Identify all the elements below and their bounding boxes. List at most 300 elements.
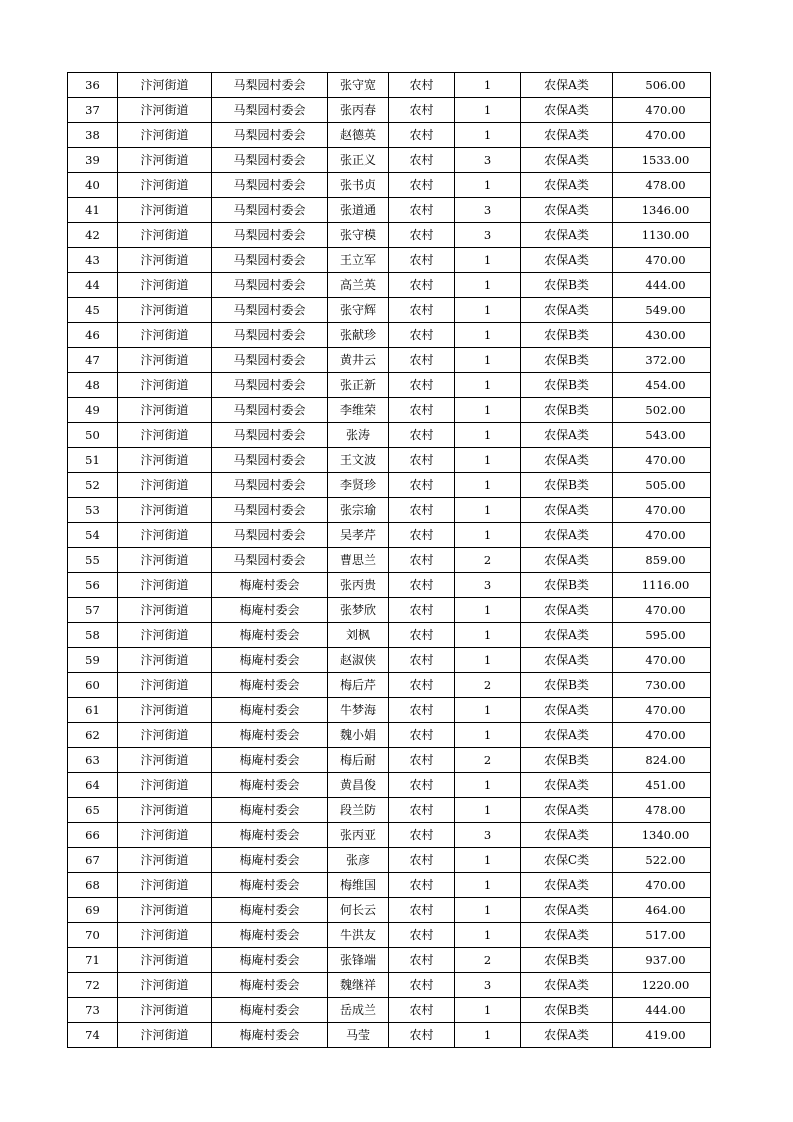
cell-row-number: 59 bbox=[68, 648, 118, 673]
cell-village-committee: 梅庵村委会 bbox=[212, 648, 328, 673]
cell-recipient-name: 张丙亚 bbox=[328, 823, 389, 848]
cell-row-number: 72 bbox=[68, 973, 118, 998]
cell-household-size: 1 bbox=[455, 423, 521, 448]
cell-insurance-category: 农保A类 bbox=[521, 448, 613, 473]
cell-area-type: 农村 bbox=[389, 498, 455, 523]
cell-village-committee: 马梨园村委会 bbox=[212, 173, 328, 198]
cell-area-type: 农村 bbox=[389, 923, 455, 948]
cell-household-size: 1 bbox=[455, 473, 521, 498]
cell-insurance-category: 农保B类 bbox=[521, 573, 613, 598]
cell-area-type: 农村 bbox=[389, 698, 455, 723]
table-row bbox=[68, 348, 711, 373]
cell-insurance-category: 农保A类 bbox=[521, 823, 613, 848]
cell-recipient-name: 张正义 bbox=[328, 148, 389, 173]
cell-amount: 444.00 bbox=[613, 998, 711, 1023]
cell-insurance-category: 农保A类 bbox=[521, 1023, 613, 1048]
cell-amount: 549.00 bbox=[613, 298, 711, 323]
table-row bbox=[68, 98, 711, 123]
cell-village-committee: 马梨园村委会 bbox=[212, 323, 328, 348]
cell-insurance-category: 农保A类 bbox=[521, 148, 613, 173]
cell-insurance-category: 农保B类 bbox=[521, 323, 613, 348]
cell-street: 汴河街道 bbox=[118, 198, 212, 223]
cell-insurance-category: 农保B类 bbox=[521, 398, 613, 423]
cell-street: 汴河街道 bbox=[118, 273, 212, 298]
cell-area-type: 农村 bbox=[389, 973, 455, 998]
cell-recipient-name: 梅后耐 bbox=[328, 748, 389, 773]
cell-street: 汴河街道 bbox=[118, 823, 212, 848]
cell-recipient-name: 赵淑侠 bbox=[328, 648, 389, 673]
cell-recipient-name: 张梦欣 bbox=[328, 598, 389, 623]
cell-amount: 506.00 bbox=[613, 73, 711, 98]
cell-area-type: 农村 bbox=[389, 548, 455, 573]
cell-row-number: 68 bbox=[68, 873, 118, 898]
cell-village-committee: 梅庵村委会 bbox=[212, 748, 328, 773]
cell-recipient-name: 岳成兰 bbox=[328, 998, 389, 1023]
cell-street: 汴河街道 bbox=[118, 698, 212, 723]
table-row bbox=[68, 823, 711, 848]
cell-recipient-name: 段兰防 bbox=[328, 798, 389, 823]
cell-household-size: 1 bbox=[455, 798, 521, 823]
cell-recipient-name: 张锋端 bbox=[328, 948, 389, 973]
cell-village-committee: 梅庵村委会 bbox=[212, 848, 328, 873]
table-row bbox=[68, 523, 711, 548]
table-row bbox=[68, 473, 711, 498]
cell-street: 汴河街道 bbox=[118, 123, 212, 148]
cell-household-size: 1 bbox=[455, 648, 521, 673]
cell-village-committee: 梅庵村委会 bbox=[212, 773, 328, 798]
table-row bbox=[68, 123, 711, 148]
table-row bbox=[68, 748, 711, 773]
table-row bbox=[68, 373, 711, 398]
cell-row-number: 66 bbox=[68, 823, 118, 848]
cell-insurance-category: 农保A类 bbox=[521, 973, 613, 998]
cell-area-type: 农村 bbox=[389, 573, 455, 598]
cell-street: 汴河街道 bbox=[118, 673, 212, 698]
cell-amount: 517.00 bbox=[613, 923, 711, 948]
cell-row-number: 65 bbox=[68, 798, 118, 823]
cell-household-size: 1 bbox=[455, 923, 521, 948]
cell-amount: 470.00 bbox=[613, 873, 711, 898]
table-row bbox=[68, 298, 711, 323]
cell-street: 汴河街道 bbox=[118, 523, 212, 548]
cell-insurance-category: 农保A类 bbox=[521, 873, 613, 898]
cell-amount: 454.00 bbox=[613, 373, 711, 398]
cell-village-committee: 梅庵村委会 bbox=[212, 723, 328, 748]
cell-recipient-name: 魏小娟 bbox=[328, 723, 389, 748]
cell-street: 汴河街道 bbox=[118, 598, 212, 623]
cell-village-committee: 梅庵村委会 bbox=[212, 698, 328, 723]
cell-household-size: 1 bbox=[455, 273, 521, 298]
cell-street: 汴河街道 bbox=[118, 223, 212, 248]
cell-insurance-category: 农保A类 bbox=[521, 698, 613, 723]
cell-row-number: 67 bbox=[68, 848, 118, 873]
cell-area-type: 农村 bbox=[389, 198, 455, 223]
cell-amount: 464.00 bbox=[613, 898, 711, 923]
cell-street: 汴河街道 bbox=[118, 973, 212, 998]
cell-household-size: 3 bbox=[455, 198, 521, 223]
cell-amount: 470.00 bbox=[613, 648, 711, 673]
cell-recipient-name: 黄昌俊 bbox=[328, 773, 389, 798]
cell-area-type: 农村 bbox=[389, 448, 455, 473]
cell-insurance-category: 农保B类 bbox=[521, 998, 613, 1023]
cell-street: 汴河街道 bbox=[118, 73, 212, 98]
cell-insurance-category: 农保A类 bbox=[521, 898, 613, 923]
cell-household-size: 1 bbox=[455, 173, 521, 198]
cell-area-type: 农村 bbox=[389, 173, 455, 198]
cell-household-size: 1 bbox=[455, 523, 521, 548]
cell-amount: 1220.00 bbox=[613, 973, 711, 998]
cell-amount: 470.00 bbox=[613, 448, 711, 473]
cell-recipient-name: 张宗瑜 bbox=[328, 498, 389, 523]
cell-row-number: 44 bbox=[68, 273, 118, 298]
cell-area-type: 农村 bbox=[389, 223, 455, 248]
cell-amount: 937.00 bbox=[613, 948, 711, 973]
cell-insurance-category: 农保C类 bbox=[521, 848, 613, 873]
cell-village-committee: 马梨园村委会 bbox=[212, 448, 328, 473]
cell-household-size: 1 bbox=[455, 323, 521, 348]
cell-amount: 522.00 bbox=[613, 848, 711, 873]
cell-insurance-category: 农保A类 bbox=[521, 623, 613, 648]
cell-street: 汴河街道 bbox=[118, 248, 212, 273]
cell-row-number: 69 bbox=[68, 898, 118, 923]
cell-row-number: 57 bbox=[68, 598, 118, 623]
table-row bbox=[68, 898, 711, 923]
cell-amount: 1346.00 bbox=[613, 198, 711, 223]
cell-recipient-name: 张守宽 bbox=[328, 73, 389, 98]
cell-village-committee: 马梨园村委会 bbox=[212, 548, 328, 573]
cell-household-size: 1 bbox=[455, 773, 521, 798]
cell-street: 汴河街道 bbox=[118, 648, 212, 673]
cell-recipient-name: 李维荣 bbox=[328, 398, 389, 423]
cell-amount: 451.00 bbox=[613, 773, 711, 798]
cell-street: 汴河街道 bbox=[118, 848, 212, 873]
cell-village-committee: 马梨园村委会 bbox=[212, 248, 328, 273]
cell-area-type: 农村 bbox=[389, 848, 455, 873]
cell-recipient-name: 王立军 bbox=[328, 248, 389, 273]
cell-household-size: 1 bbox=[455, 398, 521, 423]
cell-household-size: 1 bbox=[455, 498, 521, 523]
cell-amount: 470.00 bbox=[613, 123, 711, 148]
cell-household-size: 3 bbox=[455, 823, 521, 848]
cell-row-number: 49 bbox=[68, 398, 118, 423]
cell-amount: 1533.00 bbox=[613, 148, 711, 173]
cell-village-committee: 梅庵村委会 bbox=[212, 948, 328, 973]
cell-household-size: 1 bbox=[455, 848, 521, 873]
benefit-table bbox=[67, 72, 711, 1048]
table-row bbox=[68, 673, 711, 698]
cell-household-size: 1 bbox=[455, 698, 521, 723]
cell-street: 汴河街道 bbox=[118, 148, 212, 173]
cell-street: 汴河街道 bbox=[118, 923, 212, 948]
cell-amount: 470.00 bbox=[613, 598, 711, 623]
table-row bbox=[68, 548, 711, 573]
cell-area-type: 农村 bbox=[389, 673, 455, 698]
cell-row-number: 55 bbox=[68, 548, 118, 573]
cell-row-number: 47 bbox=[68, 348, 118, 373]
table-row bbox=[68, 848, 711, 873]
cell-amount: 419.00 bbox=[613, 1023, 711, 1048]
cell-row-number: 53 bbox=[68, 498, 118, 523]
table-row bbox=[68, 773, 711, 798]
cell-street: 汴河街道 bbox=[118, 98, 212, 123]
cell-row-number: 48 bbox=[68, 373, 118, 398]
cell-amount: 372.00 bbox=[613, 348, 711, 373]
cell-recipient-name: 梅维国 bbox=[328, 873, 389, 898]
cell-street: 汴河街道 bbox=[118, 948, 212, 973]
cell-amount: 824.00 bbox=[613, 748, 711, 773]
cell-village-committee: 梅庵村委会 bbox=[212, 598, 328, 623]
cell-row-number: 45 bbox=[68, 298, 118, 323]
cell-village-committee: 梅庵村委会 bbox=[212, 623, 328, 648]
cell-amount: 444.00 bbox=[613, 273, 711, 298]
table-row bbox=[68, 448, 711, 473]
cell-row-number: 38 bbox=[68, 123, 118, 148]
cell-row-number: 63 bbox=[68, 748, 118, 773]
cell-recipient-name: 何长云 bbox=[328, 898, 389, 923]
table-row bbox=[68, 923, 711, 948]
table-row bbox=[68, 248, 711, 273]
cell-recipient-name: 牛梦海 bbox=[328, 698, 389, 723]
cell-area-type: 农村 bbox=[389, 373, 455, 398]
cell-area-type: 农村 bbox=[389, 798, 455, 823]
cell-village-committee: 梅庵村委会 bbox=[212, 923, 328, 948]
cell-village-committee: 马梨园村委会 bbox=[212, 398, 328, 423]
cell-area-type: 农村 bbox=[389, 473, 455, 498]
table-row bbox=[68, 573, 711, 598]
cell-row-number: 43 bbox=[68, 248, 118, 273]
cell-recipient-name: 黄井云 bbox=[328, 348, 389, 373]
cell-street: 汴河街道 bbox=[118, 423, 212, 448]
cell-street: 汴河街道 bbox=[118, 398, 212, 423]
cell-household-size: 2 bbox=[455, 673, 521, 698]
cell-area-type: 农村 bbox=[389, 73, 455, 98]
cell-village-committee: 马梨园村委会 bbox=[212, 98, 328, 123]
cell-area-type: 农村 bbox=[389, 423, 455, 448]
cell-amount: 859.00 bbox=[613, 548, 711, 573]
cell-village-committee: 马梨园村委会 bbox=[212, 473, 328, 498]
cell-household-size: 2 bbox=[455, 948, 521, 973]
cell-household-size: 1 bbox=[455, 598, 521, 623]
cell-insurance-category: 农保A类 bbox=[521, 548, 613, 573]
cell-area-type: 农村 bbox=[389, 598, 455, 623]
cell-insurance-category: 农保A类 bbox=[521, 73, 613, 98]
cell-household-size: 2 bbox=[455, 748, 521, 773]
table-row bbox=[68, 598, 711, 623]
cell-village-committee: 梅庵村委会 bbox=[212, 673, 328, 698]
table-row bbox=[68, 648, 711, 673]
cell-household-size: 3 bbox=[455, 973, 521, 998]
cell-village-committee: 马梨园村委会 bbox=[212, 298, 328, 323]
cell-amount: 478.00 bbox=[613, 173, 711, 198]
cell-area-type: 农村 bbox=[389, 748, 455, 773]
cell-village-committee: 马梨园村委会 bbox=[212, 373, 328, 398]
cell-amount: 543.00 bbox=[613, 423, 711, 448]
cell-household-size: 1 bbox=[455, 123, 521, 148]
cell-household-size: 1 bbox=[455, 73, 521, 98]
cell-amount: 595.00 bbox=[613, 623, 711, 648]
cell-amount: 470.00 bbox=[613, 98, 711, 123]
cell-area-type: 农村 bbox=[389, 273, 455, 298]
table-body bbox=[68, 73, 711, 1048]
cell-street: 汴河街道 bbox=[118, 548, 212, 573]
cell-street: 汴河街道 bbox=[118, 173, 212, 198]
cell-village-committee: 梅庵村委会 bbox=[212, 973, 328, 998]
cell-row-number: 42 bbox=[68, 223, 118, 248]
cell-insurance-category: 农保A类 bbox=[521, 423, 613, 448]
cell-row-number: 51 bbox=[68, 448, 118, 473]
cell-area-type: 农村 bbox=[389, 648, 455, 673]
cell-row-number: 36 bbox=[68, 73, 118, 98]
cell-area-type: 农村 bbox=[389, 148, 455, 173]
cell-insurance-category: 农保B类 bbox=[521, 273, 613, 298]
cell-area-type: 农村 bbox=[389, 398, 455, 423]
cell-recipient-name: 张彦 bbox=[328, 848, 389, 873]
table-row bbox=[68, 148, 711, 173]
cell-insurance-category: 农保A类 bbox=[521, 773, 613, 798]
cell-area-type: 农村 bbox=[389, 98, 455, 123]
cell-row-number: 52 bbox=[68, 473, 118, 498]
cell-insurance-category: 农保A类 bbox=[521, 173, 613, 198]
table-row bbox=[68, 198, 711, 223]
cell-household-size: 3 bbox=[455, 223, 521, 248]
cell-household-size: 1 bbox=[455, 623, 521, 648]
cell-insurance-category: 农保A类 bbox=[521, 198, 613, 223]
cell-amount: 1130.00 bbox=[613, 223, 711, 248]
cell-area-type: 农村 bbox=[389, 623, 455, 648]
cell-household-size: 1 bbox=[455, 1023, 521, 1048]
table-row bbox=[68, 1023, 711, 1048]
table-row bbox=[68, 173, 711, 198]
cell-village-committee: 梅庵村委会 bbox=[212, 898, 328, 923]
cell-village-committee: 梅庵村委会 bbox=[212, 823, 328, 848]
cell-area-type: 农村 bbox=[389, 298, 455, 323]
cell-row-number: 46 bbox=[68, 323, 118, 348]
cell-recipient-name: 张丙春 bbox=[328, 98, 389, 123]
cell-area-type: 农村 bbox=[389, 898, 455, 923]
table-row bbox=[68, 223, 711, 248]
cell-insurance-category: 农保A类 bbox=[521, 498, 613, 523]
cell-area-type: 农村 bbox=[389, 873, 455, 898]
cell-household-size: 1 bbox=[455, 248, 521, 273]
cell-insurance-category: 农保A类 bbox=[521, 598, 613, 623]
cell-row-number: 71 bbox=[68, 948, 118, 973]
cell-street: 汴河街道 bbox=[118, 798, 212, 823]
cell-row-number: 39 bbox=[68, 148, 118, 173]
cell-village-committee: 梅庵村委会 bbox=[212, 573, 328, 598]
cell-household-size: 1 bbox=[455, 348, 521, 373]
cell-insurance-category: 农保B类 bbox=[521, 373, 613, 398]
cell-street: 汴河街道 bbox=[118, 448, 212, 473]
cell-row-number: 41 bbox=[68, 198, 118, 223]
table-row bbox=[68, 873, 711, 898]
cell-row-number: 50 bbox=[68, 423, 118, 448]
cell-recipient-name: 牛洪友 bbox=[328, 923, 389, 948]
cell-insurance-category: 农保B类 bbox=[521, 473, 613, 498]
cell-household-size: 1 bbox=[455, 723, 521, 748]
table-row bbox=[68, 973, 711, 998]
cell-insurance-category: 农保A类 bbox=[521, 648, 613, 673]
cell-village-committee: 梅庵村委会 bbox=[212, 1023, 328, 1048]
cell-row-number: 64 bbox=[68, 773, 118, 798]
cell-village-committee: 梅庵村委会 bbox=[212, 798, 328, 823]
cell-street: 汴河街道 bbox=[118, 348, 212, 373]
cell-village-committee: 马梨园村委会 bbox=[212, 423, 328, 448]
table-row bbox=[68, 723, 711, 748]
cell-row-number: 58 bbox=[68, 623, 118, 648]
table-row bbox=[68, 73, 711, 98]
cell-street: 汴河街道 bbox=[118, 773, 212, 798]
cell-row-number: 37 bbox=[68, 98, 118, 123]
table-row bbox=[68, 698, 711, 723]
cell-street: 汴河街道 bbox=[118, 748, 212, 773]
cell-recipient-name: 张涛 bbox=[328, 423, 389, 448]
cell-village-committee: 马梨园村委会 bbox=[212, 123, 328, 148]
cell-insurance-category: 农保A类 bbox=[521, 798, 613, 823]
cell-row-number: 60 bbox=[68, 673, 118, 698]
cell-row-number: 73 bbox=[68, 998, 118, 1023]
cell-insurance-category: 农保A类 bbox=[521, 298, 613, 323]
cell-household-size: 1 bbox=[455, 298, 521, 323]
cell-row-number: 74 bbox=[68, 1023, 118, 1048]
cell-household-size: 1 bbox=[455, 898, 521, 923]
cell-recipient-name: 吴孝芹 bbox=[328, 523, 389, 548]
table-row bbox=[68, 948, 711, 973]
cell-area-type: 农村 bbox=[389, 123, 455, 148]
cell-amount: 470.00 bbox=[613, 698, 711, 723]
table-row bbox=[68, 998, 711, 1023]
cell-village-committee: 梅庵村委会 bbox=[212, 873, 328, 898]
cell-village-committee: 梅庵村委会 bbox=[212, 998, 328, 1023]
cell-row-number: 54 bbox=[68, 523, 118, 548]
cell-street: 汴河街道 bbox=[118, 998, 212, 1023]
cell-recipient-name: 曹思兰 bbox=[328, 548, 389, 573]
cell-village-committee: 马梨园村委会 bbox=[212, 223, 328, 248]
cell-recipient-name: 张守模 bbox=[328, 223, 389, 248]
cell-street: 汴河街道 bbox=[118, 573, 212, 598]
cell-area-type: 农村 bbox=[389, 998, 455, 1023]
cell-amount: 470.00 bbox=[613, 248, 711, 273]
cell-insurance-category: 农保B类 bbox=[521, 348, 613, 373]
cell-street: 汴河街道 bbox=[118, 298, 212, 323]
cell-village-committee: 马梨园村委会 bbox=[212, 348, 328, 373]
cell-area-type: 农村 bbox=[389, 248, 455, 273]
cell-insurance-category: 农保B类 bbox=[521, 748, 613, 773]
cell-insurance-category: 农保A类 bbox=[521, 248, 613, 273]
cell-street: 汴河街道 bbox=[118, 623, 212, 648]
cell-amount: 470.00 bbox=[613, 523, 711, 548]
cell-recipient-name: 张道通 bbox=[328, 198, 389, 223]
table-row bbox=[68, 273, 711, 298]
table-row bbox=[68, 323, 711, 348]
cell-street: 汴河街道 bbox=[118, 373, 212, 398]
cell-insurance-category: 农保B类 bbox=[521, 673, 613, 698]
cell-insurance-category: 农保A类 bbox=[521, 923, 613, 948]
cell-row-number: 61 bbox=[68, 698, 118, 723]
cell-recipient-name: 魏继祥 bbox=[328, 973, 389, 998]
cell-amount: 1116.00 bbox=[613, 573, 711, 598]
cell-street: 汴河街道 bbox=[118, 898, 212, 923]
table-row bbox=[68, 623, 711, 648]
cell-street: 汴河街道 bbox=[118, 723, 212, 748]
cell-area-type: 农村 bbox=[389, 1023, 455, 1048]
cell-recipient-name: 梅后芹 bbox=[328, 673, 389, 698]
cell-village-committee: 马梨园村委会 bbox=[212, 148, 328, 173]
cell-insurance-category: 农保A类 bbox=[521, 98, 613, 123]
cell-street: 汴河街道 bbox=[118, 473, 212, 498]
cell-household-size: 1 bbox=[455, 448, 521, 473]
cell-street: 汴河街道 bbox=[118, 873, 212, 898]
cell-village-committee: 马梨园村委会 bbox=[212, 198, 328, 223]
